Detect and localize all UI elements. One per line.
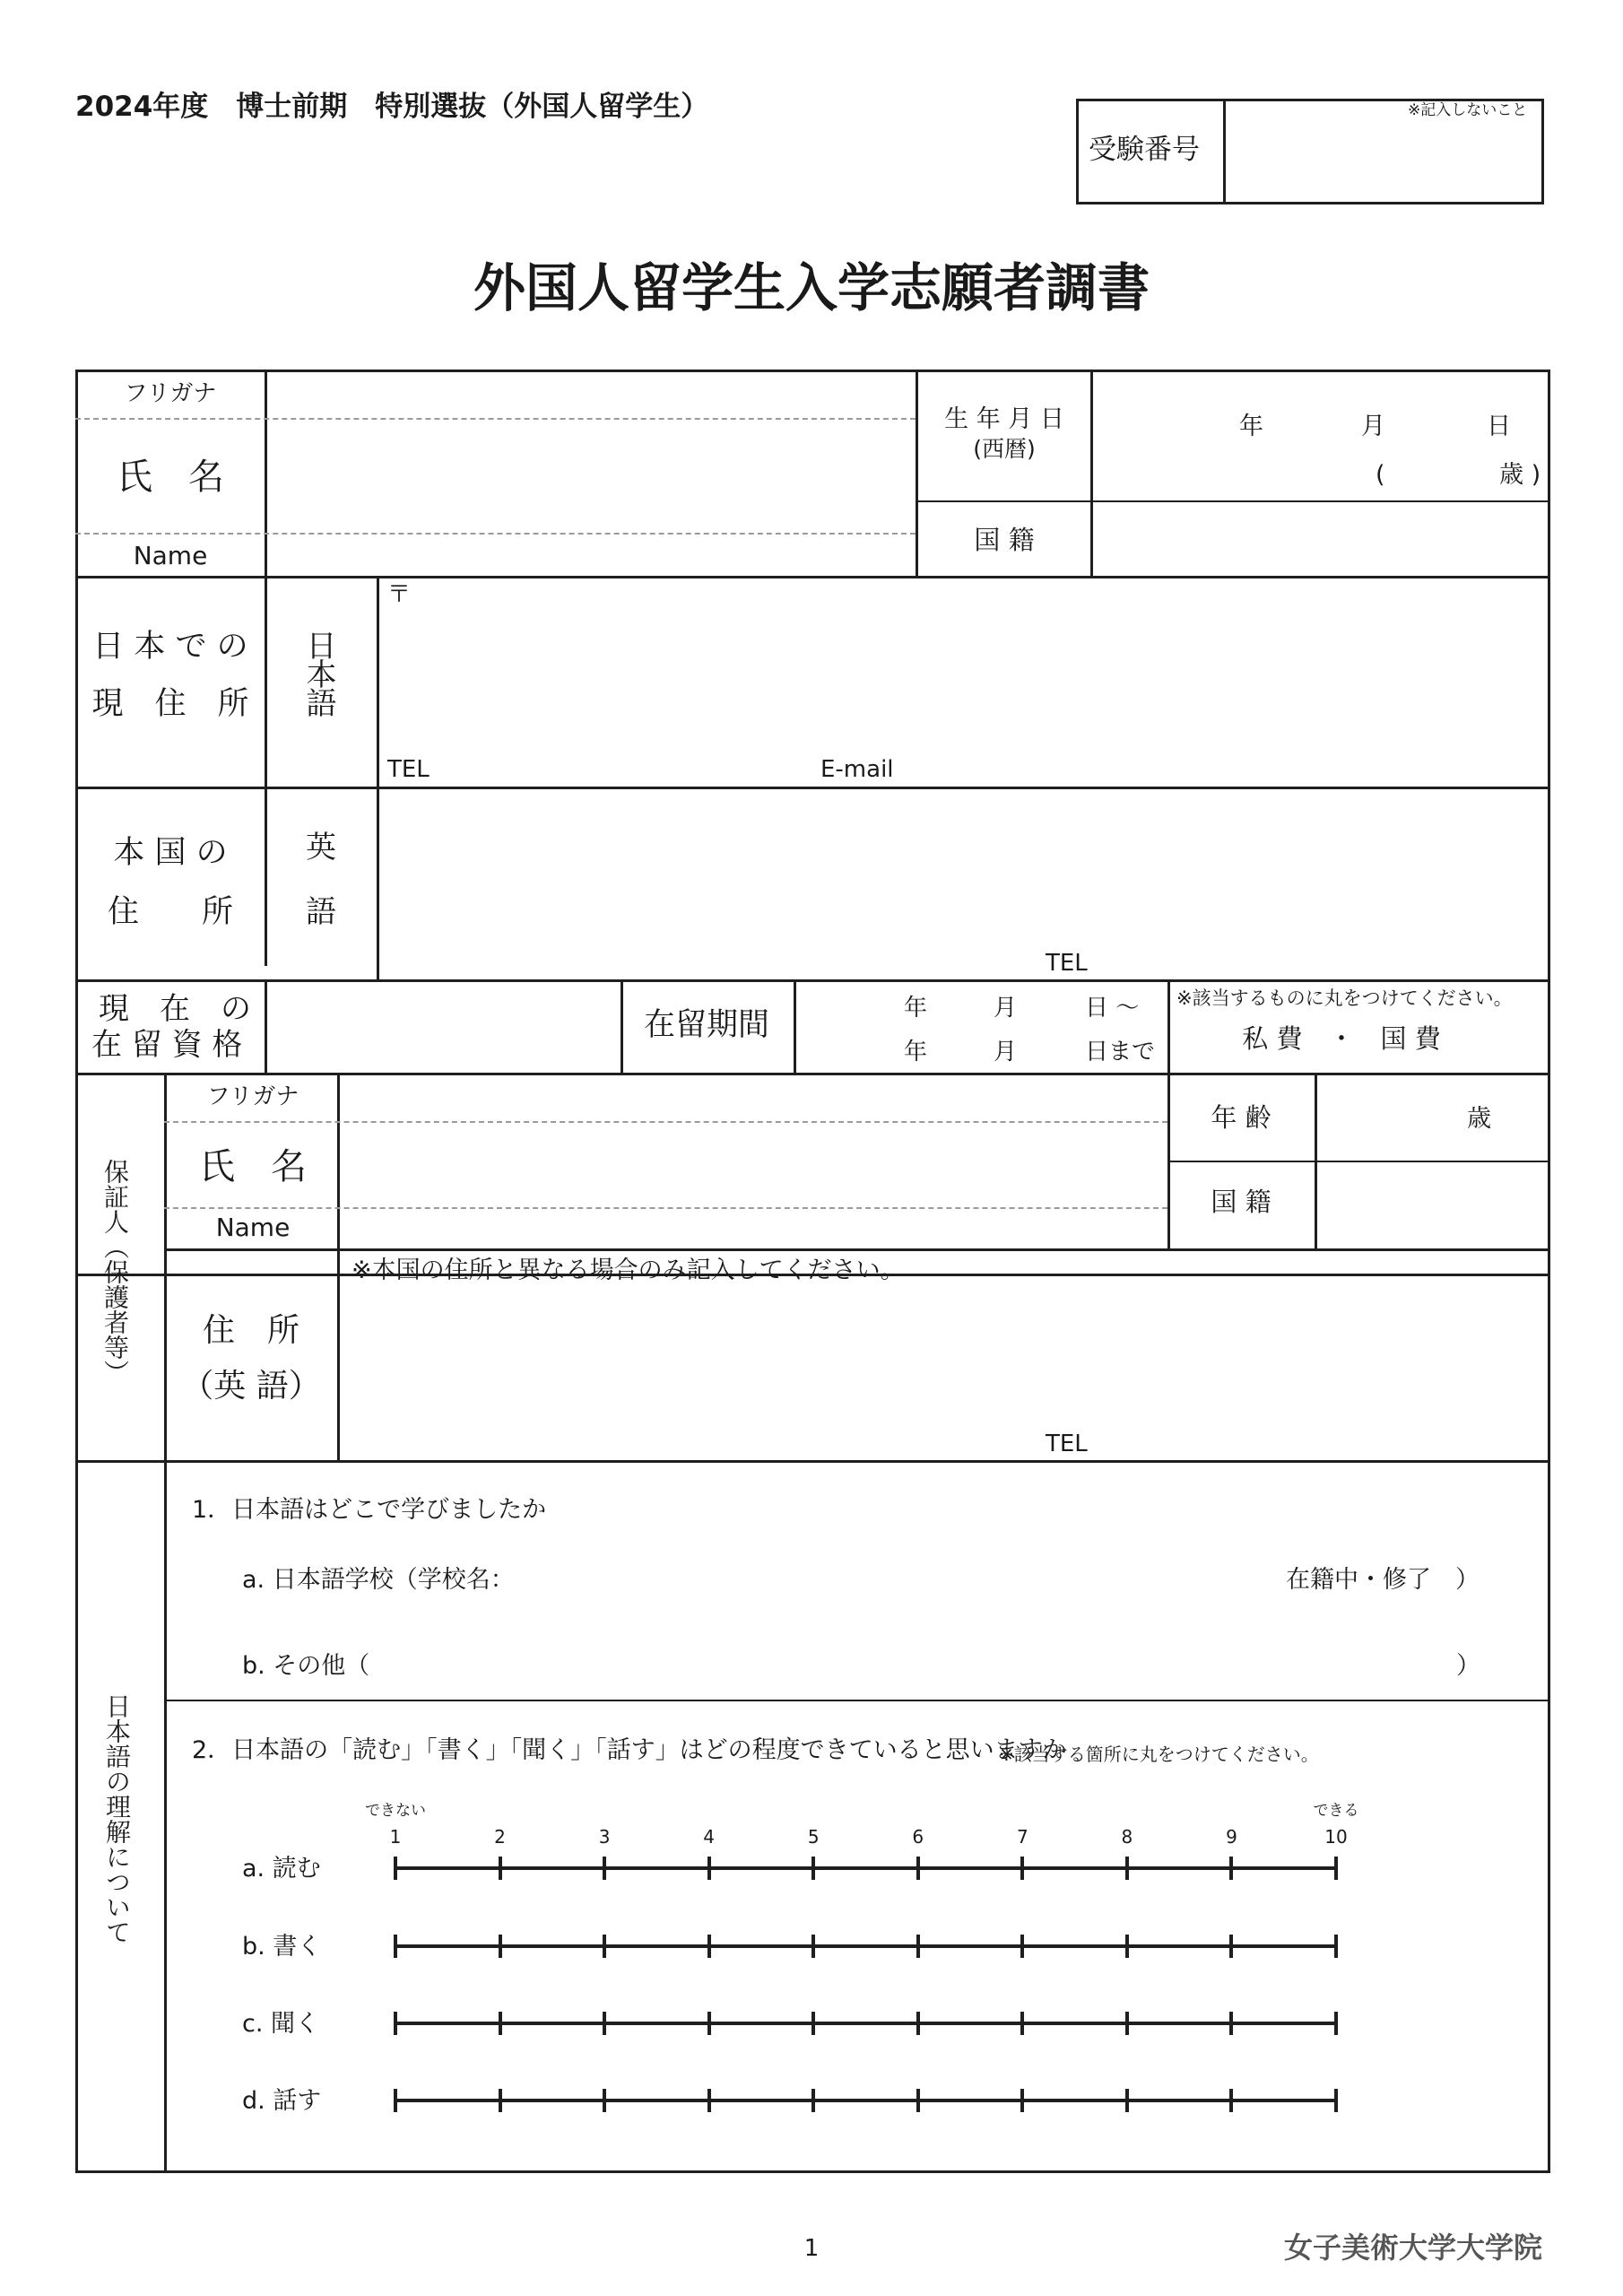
scale-number: 10 xyxy=(1324,1826,1348,1848)
guarantor-name-en: Name xyxy=(215,1213,291,1242)
dob-day: 日 xyxy=(1487,413,1511,440)
dob-sub-label: (西暦) xyxy=(973,436,1036,462)
q2-note: ※該当する箇所に丸をつけてください。 xyxy=(999,1744,1319,1765)
rating-option-3[interactable] xyxy=(603,2012,606,2035)
rating-option-5[interactable] xyxy=(812,2012,815,2035)
name-label: 氏 名 xyxy=(117,457,224,498)
funding-note: ※該当するものに丸をつけてください。 xyxy=(1176,987,1513,1009)
rating-option-9[interactable] xyxy=(1229,2089,1233,2112)
scale-number: 8 xyxy=(1121,1826,1133,1848)
home-tel-label: TEL xyxy=(1046,950,1088,977)
page-number: 1 xyxy=(803,2235,820,2262)
dob-label: 生 年 月 日 xyxy=(944,405,1064,433)
dob-year: 年 xyxy=(1239,413,1263,440)
rating-option-9[interactable] xyxy=(1229,2012,1233,2035)
rating-option-8[interactable] xyxy=(1125,1857,1129,1880)
guarantor-furigana-label: フリガナ xyxy=(206,1083,299,1110)
age-close: 歳 ) xyxy=(1499,461,1541,489)
rating-option-2[interactable] xyxy=(499,2089,502,2112)
status-label-1: 現 在 の xyxy=(99,991,251,1027)
rating-option-9[interactable] xyxy=(1229,1935,1233,1958)
nationality-label: 国 籍 xyxy=(974,525,1035,555)
guarantor-age-field[interactable] xyxy=(1318,1076,1462,1157)
rating-option-3[interactable] xyxy=(603,2089,606,2112)
guarantor-furigana-field[interactable] xyxy=(341,1076,1164,1119)
period-to-year: 年 xyxy=(904,1039,928,1065)
name-en-label: Name xyxy=(133,541,208,570)
rating-option-5[interactable] xyxy=(812,1857,815,1880)
rating-option-9[interactable] xyxy=(1229,1857,1233,1880)
rating-option-2[interactable] xyxy=(499,2012,502,2035)
skill-label: c. 聞く xyxy=(242,2010,320,2038)
rating-scale-line xyxy=(395,1866,1336,1870)
scale-number: 4 xyxy=(703,1826,716,1848)
scale-number: 2 xyxy=(494,1826,506,1848)
rating-option-6[interactable] xyxy=(916,1935,920,1958)
rating-option-8[interactable] xyxy=(1125,1935,1129,1958)
jp-tel-label: TEL xyxy=(387,756,430,783)
japanese-section-border xyxy=(75,1274,1550,2173)
period-from-month: 月 xyxy=(994,995,1018,1022)
q1b-close: ） xyxy=(1456,1652,1480,1680)
dob-month: 月 xyxy=(1361,413,1385,440)
q1a-status[interactable]: 在籍中・修了 ） xyxy=(1286,1566,1480,1594)
rating-option-4[interactable] xyxy=(707,1935,711,1958)
q1a-school-field[interactable] xyxy=(529,1559,1273,1598)
home-address-lang-2: 語 xyxy=(306,894,336,930)
rating-option-5[interactable] xyxy=(812,1935,815,1958)
period-until: 日まで xyxy=(1085,1039,1156,1065)
jp-address-field[interactable] xyxy=(380,610,1546,744)
skill-label: a. 読む xyxy=(242,1855,321,1883)
guarantor-age-label: 年 齢 xyxy=(1211,1102,1271,1133)
japanese-side-label: 日本語の理解について xyxy=(102,1693,132,1944)
guarantor-address-note: ※本国の住所と異なる場合のみ記入してください。 xyxy=(352,1257,905,1284)
skill-label: b. 書く xyxy=(242,1933,322,1961)
scale-number: 3 xyxy=(598,1826,611,1848)
rating-option-10[interactable] xyxy=(1334,1935,1338,1958)
guarantor-nationality-field[interactable] xyxy=(1318,1164,1548,1247)
rating-option-1[interactable] xyxy=(394,2012,397,2035)
postal-mark: 〒 xyxy=(387,581,412,608)
furigana-field[interactable] xyxy=(267,372,913,417)
exam-number-note: ※記入しないこと xyxy=(1408,101,1528,119)
rating-option-6[interactable] xyxy=(916,2089,920,2112)
exam-number-label: 受験番号 xyxy=(1089,134,1200,166)
status-field[interactable] xyxy=(268,983,618,1069)
scale-high-label: できる xyxy=(1313,1802,1359,1820)
skill-label: d. 話す xyxy=(242,2087,322,2115)
age-open: ( xyxy=(1376,461,1385,489)
guarantor-address-label-1: 住 所 xyxy=(202,1312,300,1349)
jp-address-label-1: 日 本 で の xyxy=(92,629,248,665)
rating-option-4[interactable] xyxy=(707,2089,711,2112)
rating-option-8[interactable] xyxy=(1125,2089,1129,2112)
funding-options[interactable]: 私 費 ・ 国 費 xyxy=(1242,1023,1441,1054)
rating-scale-line xyxy=(395,2099,1336,2102)
guarantor-age-unit: 歳 xyxy=(1467,1105,1491,1133)
guarantor-side-label: 保証人（保護者等） xyxy=(100,1159,130,1385)
rating-option-1[interactable] xyxy=(394,2089,397,2112)
q1b-other-field[interactable] xyxy=(368,1645,1453,1684)
jp-email-label: E-mail xyxy=(820,756,894,783)
q1b-text: b. その他（ xyxy=(242,1652,370,1680)
rating-option-6[interactable] xyxy=(916,2012,920,2035)
rating-option-1[interactable] xyxy=(394,1857,397,1880)
rating-option-3[interactable] xyxy=(603,1857,606,1880)
nationality-field[interactable] xyxy=(1094,504,1548,574)
rating-scale-line xyxy=(395,2022,1336,2025)
period-to-month: 月 xyxy=(994,1039,1018,1065)
scale-number: 9 xyxy=(1226,1826,1237,1848)
rating-option-2[interactable] xyxy=(499,1935,502,1958)
guarantor-nationality-label: 国 籍 xyxy=(1211,1187,1271,1217)
home-address-lang-1: 英 xyxy=(306,830,336,865)
page-title: 外国人留学生入学志願者調書 xyxy=(473,257,1150,318)
scale-number: 6 xyxy=(912,1826,924,1848)
name-field[interactable] xyxy=(267,422,913,531)
status-label-2: 在 留 資 格 xyxy=(91,1027,243,1063)
scale-number: 5 xyxy=(807,1826,820,1848)
rating-option-10[interactable] xyxy=(1334,1857,1338,1880)
rating-option-2[interactable] xyxy=(499,1857,502,1880)
rating-option-4[interactable] xyxy=(707,2012,711,2035)
guarantor-tel-label: TEL xyxy=(1046,1431,1088,1457)
rating-option-4[interactable] xyxy=(707,1857,711,1880)
rating-option-7[interactable] xyxy=(1020,2089,1024,2112)
guarantor-address-label-2: （英 語） xyxy=(181,1368,321,1405)
rating-option-1[interactable] xyxy=(394,1935,397,1958)
rating-scale-line xyxy=(395,1944,1336,1948)
q2-text: 2．日本語の「読む」「書く」「聞く」「話す」はどの程度できていると思いますか xyxy=(192,1736,1067,1764)
rating-option-3[interactable] xyxy=(603,1935,606,1958)
period-from-day: 日 〜 xyxy=(1085,995,1140,1022)
home-address-field[interactable] xyxy=(380,791,1546,944)
rating-option-10[interactable] xyxy=(1334,2012,1338,2035)
institution-name: 女子美術大学大学院 xyxy=(1284,2231,1543,2265)
scale-number: 7 xyxy=(1016,1826,1028,1848)
home-address-label-2: 住 所 xyxy=(107,894,234,930)
rating-option-8[interactable] xyxy=(1125,2012,1129,2035)
rating-option-6[interactable] xyxy=(916,1857,920,1880)
jp-address-label-2: 現 住 所 xyxy=(91,686,249,722)
rating-option-7[interactable] xyxy=(1020,2012,1024,2035)
scale-number: 1 xyxy=(389,1826,402,1848)
rating-option-7[interactable] xyxy=(1020,1935,1024,1958)
q1a-text: a. 日本語学校（学校名： xyxy=(242,1566,515,1594)
jp-address-lang: 日本語 xyxy=(300,630,336,716)
scale-low-label: できない xyxy=(365,1802,426,1820)
period-from-year: 年 xyxy=(904,995,928,1022)
form-category-title: 2024年度 博士前期 特別選抜（外国人留学生） xyxy=(75,91,709,123)
furigana-label: フリガナ xyxy=(124,380,217,407)
guarantor-name-label: 氏 名 xyxy=(199,1146,307,1187)
guarantor-name-field[interactable] xyxy=(341,1125,1164,1205)
q1-text: 1．日本語はどこで学びましたか xyxy=(192,1496,547,1524)
rating-option-7[interactable] xyxy=(1020,1857,1024,1880)
dob-field[interactable] xyxy=(1094,372,1548,499)
period-label: 在留期間 xyxy=(643,1007,770,1043)
rating-option-5[interactable] xyxy=(812,2089,815,2112)
rating-option-10[interactable] xyxy=(1334,2089,1338,2112)
home-address-label-1: 本 国 の xyxy=(113,835,228,871)
